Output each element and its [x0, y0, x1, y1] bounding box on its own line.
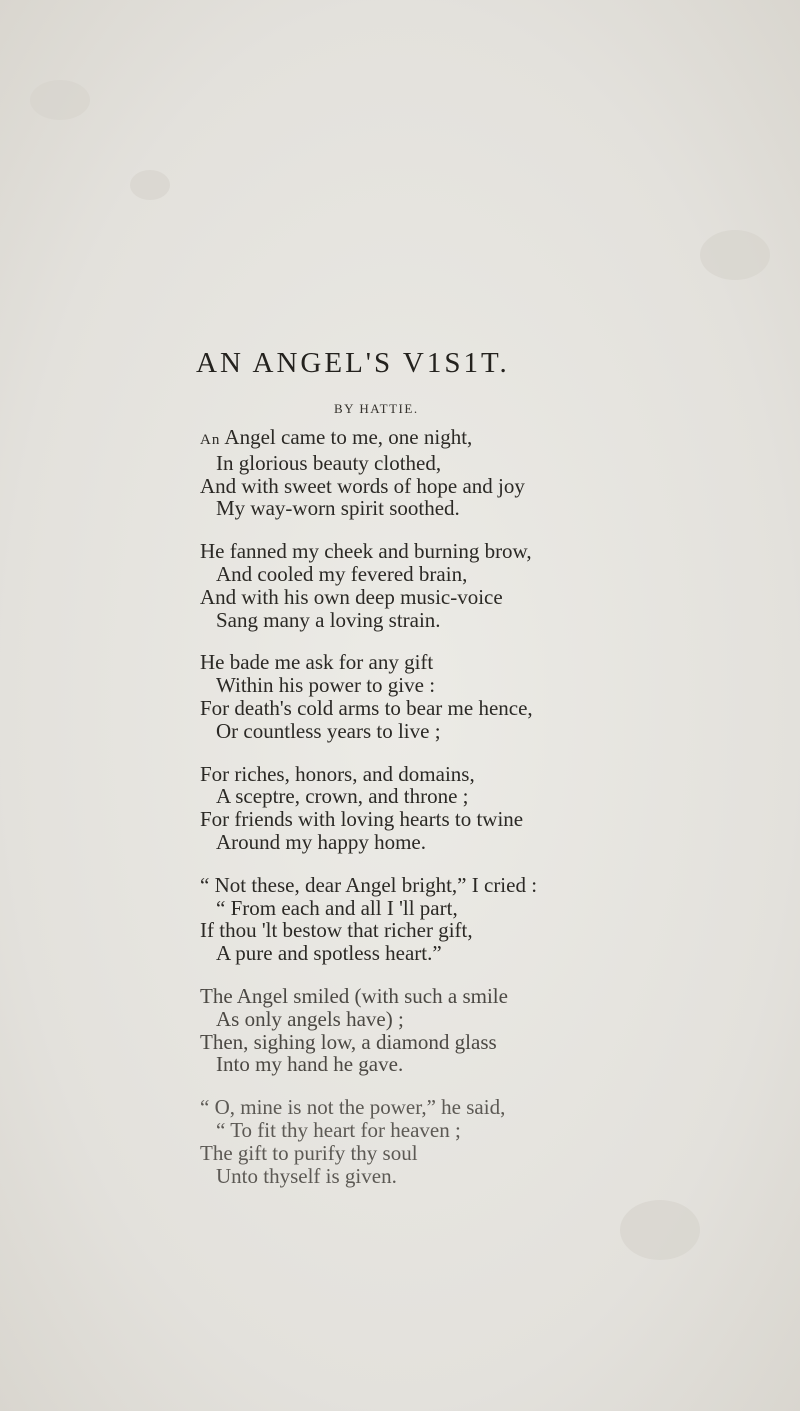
stanza — [200, 1096, 780, 1187]
paper-stain — [700, 230, 770, 280]
line-rest: Angel came to me, one night, — [220, 425, 473, 449]
drop-word: An — [200, 432, 221, 448]
poem-line: My way-worn spirit soothed. — [216, 496, 460, 521]
poem-line: He fanned my cheek and burning brow, — [200, 539, 532, 564]
poem-line: For death's cold arms to bear me hence, — [200, 695, 533, 720]
poem-line: The gift to purify thy soul — [200, 1140, 418, 1165]
poem-line: Then, sighing low, a diamond glass — [200, 1029, 497, 1054]
poem-body — [200, 426, 780, 1207]
stanza — [200, 874, 780, 965]
poem-line: Within his power to give : — [216, 673, 436, 698]
poem-line: A sceptre, crown, and throne ; — [216, 784, 469, 809]
poem-line: Or countless years to live ; — [216, 718, 441, 743]
poem-line: He bade me ask for any gift — [200, 650, 434, 675]
stanza — [200, 763, 780, 854]
poem-line: “ Not these, dear Angel bright,” I cried : — [200, 872, 538, 897]
poem-line: Around my happy home. — [216, 829, 426, 854]
poem-line — [200, 426, 780, 452]
poem-title: AN ANGEL'S V1S1T. — [196, 347, 510, 379]
stanza — [200, 540, 780, 631]
poem-line: “ From each and all I 'll part, — [216, 895, 458, 920]
poem-line: Sang many a loving strain. — [216, 607, 441, 632]
poem-line: “ O, mine is not the power,” he said, — [200, 1095, 506, 1120]
poem-line: And cooled my fevered brain, — [216, 561, 468, 586]
poem-line: A pure and spotless heart.” — [216, 941, 442, 966]
paper-stain — [130, 170, 170, 200]
poem-line: And with sweet words of hope and joy — [200, 473, 525, 498]
poem-line: For riches, honors, and domains, — [200, 761, 475, 786]
poem-line: Into my hand he gave. — [216, 1052, 404, 1077]
stanza — [200, 426, 780, 520]
poem-line: The Angel smiled (with such a smile — [200, 983, 508, 1008]
poem-line: For friends with loving hearts to twine — [200, 807, 524, 832]
poem-line: “ To fit thy heart for heaven ; — [216, 1117, 461, 1142]
poem-line: In glorious beauty clothed, — [216, 450, 442, 475]
poem-line: If thou 'lt bestow that richer gift, — [200, 918, 473, 943]
poem-byline: BY HATTIE. — [334, 401, 419, 416]
poem-line: And with his own deep music-voice — [200, 584, 503, 609]
stanza — [200, 985, 780, 1076]
poem-line: Unto thyself is given. — [216, 1163, 397, 1188]
stanza — [200, 651, 780, 742]
poem-line: As only angels have) ; — [216, 1006, 404, 1031]
paper-stain — [620, 1200, 700, 1260]
paper-stain — [30, 80, 90, 120]
